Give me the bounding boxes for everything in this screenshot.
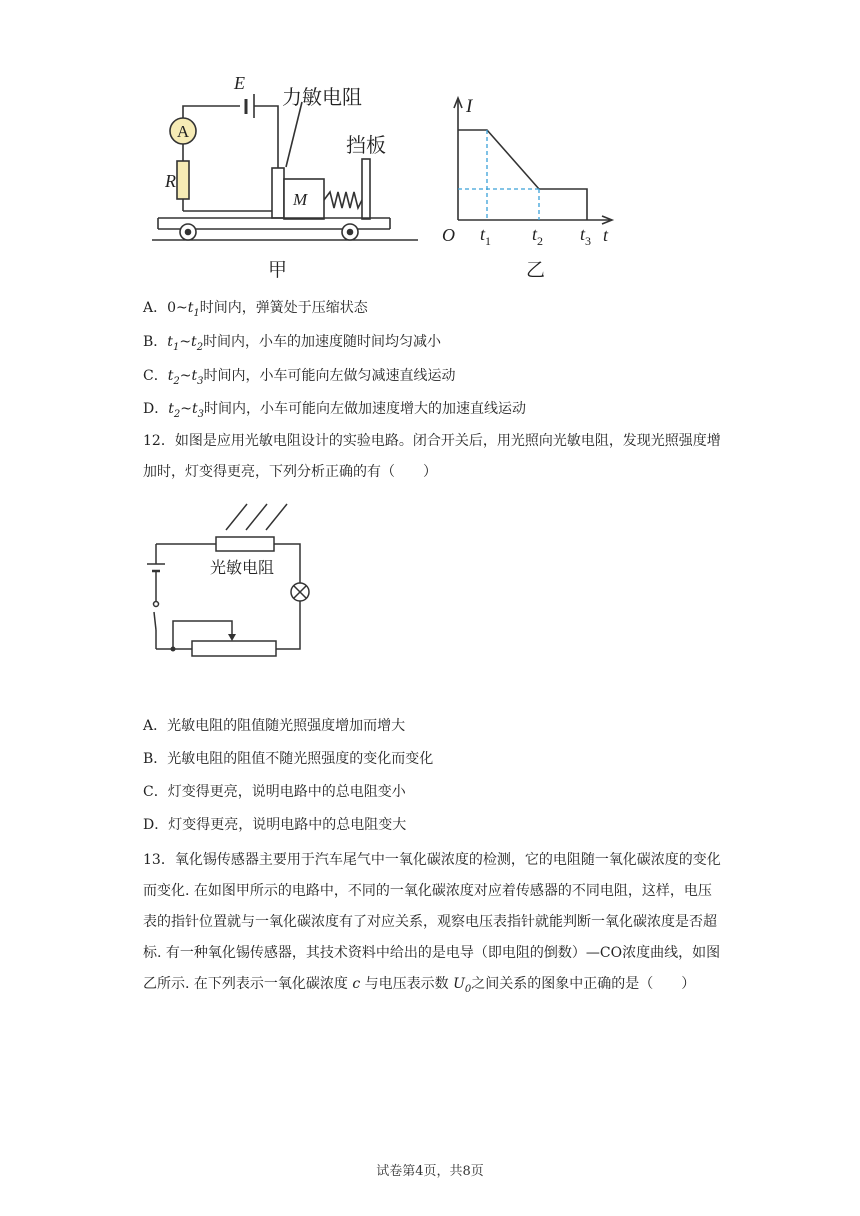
q12-stem: 12．如图是应用光敏电阻设计的实验电路。闭合开关后，用光照向光敏电阻，发现光照强度增加时，灯变得更亮，下列分析正确的有（ ） bbox=[143, 433, 721, 480]
caption-yi: 乙 bbox=[526, 259, 546, 281]
origin-label: O bbox=[442, 225, 455, 245]
resistor-label: R bbox=[165, 171, 176, 191]
tick-label-t3: $t_3$ bbox=[580, 224, 592, 248]
q12-option-b: B．光敏电阻的阻值不随光照强度的变化而变化 bbox=[143, 751, 434, 767]
page-footer: 试卷第4页，共8页 bbox=[376, 1164, 484, 1179]
tick-label-t2: $t_2$ bbox=[532, 224, 544, 248]
q12-option-d: D．灯变得更亮，说明电路中的总电阻变大 bbox=[143, 817, 407, 833]
ammeter-symbol bbox=[170, 118, 196, 144]
q12-option-c: C．灯变得更亮，说明电路中的总电阻变小 bbox=[143, 784, 406, 800]
x-axis-label: t bbox=[603, 225, 609, 245]
figure-jia-circuit bbox=[150, 64, 420, 284]
figure-yi-graph bbox=[440, 92, 620, 282]
mass-label: M bbox=[293, 190, 308, 209]
sensor-label: 力敏电阻 bbox=[282, 85, 362, 109]
figure-q12-circuit bbox=[140, 500, 320, 665]
emf-label: E bbox=[234, 73, 245, 93]
y-axis-label: I bbox=[466, 96, 473, 117]
q11-option-a: A．$0\sim t_1$时间内，弹簧处于压缩状态 bbox=[143, 300, 368, 319]
ldr-label: 光敏电阻 bbox=[210, 558, 275, 577]
q11-option-c: C．$t_2\sim t_3$时间内，小车可能向左做匀减速直线运动 bbox=[143, 368, 456, 387]
q11-option-d: D．$t_2\sim t_3$时间内，小车可能向左做加速度增大的加速直线运动 bbox=[143, 401, 526, 420]
baffle-label: 挡板 bbox=[346, 133, 386, 157]
tick-label-t1: $t_1$ bbox=[480, 224, 492, 248]
q13-stem: 13．氧化锡传感器主要用于汽车尾气中一氧化碳浓度的检测，它的电阻随一氧化碳浓度的变化而变化. 在如图甲所示的电路中，不同的一氧化碳浓度对应着传感器的不同电阻，这样，电压表的指针位置就与一氧化碳浓度有了对应关系，观察电压表指针就能判断一氧化碳浓度是否超标. 有一种氧化锡传感器，其技术资料中给出的是电导（即电阻的倒数）—CO浓度曲线，如图乙所示. 在下列表示一氧化碳浓度 c 与电压表示数 $U_0$之间关系的图象中正确的是（ ） bbox=[143, 852, 721, 995]
q11-option-b: B．$t_1\sim t_2$时间内，小车的加速度随时间均匀减小 bbox=[143, 334, 442, 353]
q12-option-a: A．光敏电阻的阻值随光照强度增加而增大 bbox=[143, 718, 406, 734]
caption-jia: 甲 bbox=[268, 259, 288, 281]
resistor-r bbox=[177, 161, 189, 199]
svg-text:A: A bbox=[176, 122, 190, 141]
